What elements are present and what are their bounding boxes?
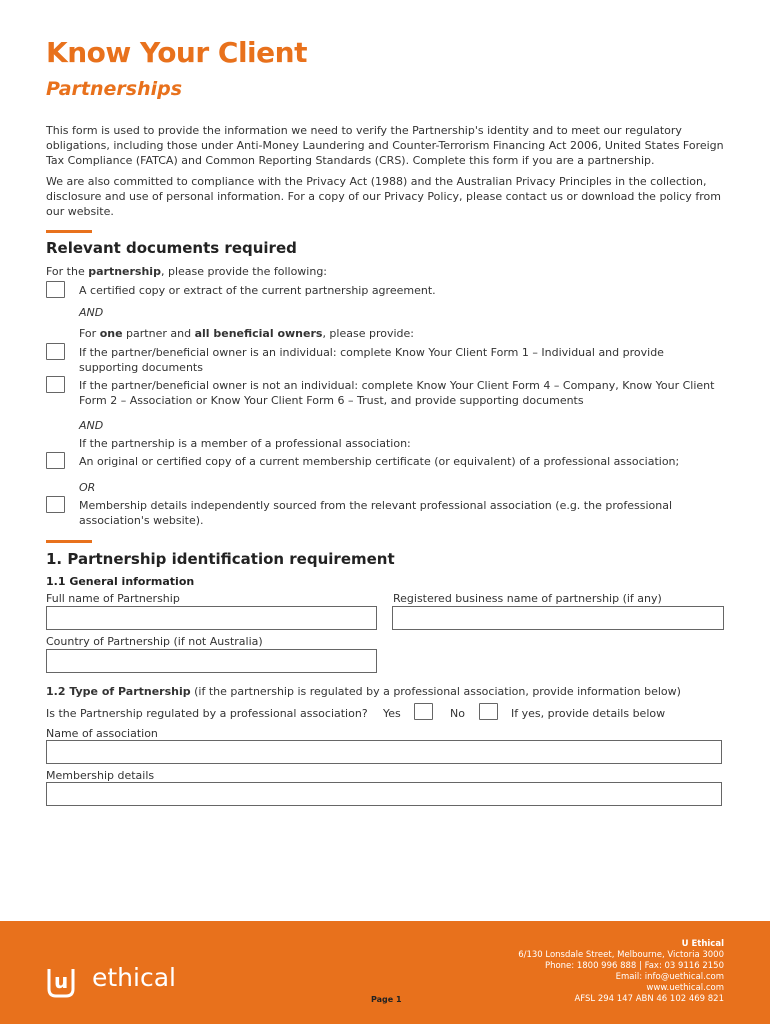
and-label-2: AND [79, 419, 104, 432]
intro-paragraph-1: This form is used to provide the information we need to verify the Partnership's identity and to meet our regulatory obligations, including those under Anti-Money Laundering and Counter-Terrorism Financing Act 2006, United States Foreign Tax Compliance (FATCA) and Common Reporting Standards (CRS). Complete this form if you are a partnership. [46, 124, 724, 167]
checkbox-no[interactable] [479, 703, 498, 720]
country-label: Country of Partnership (if not Australia) [46, 635, 263, 648]
footer-contact [424, 939, 724, 1005]
partner-lead-pre: For [79, 327, 100, 340]
docs-heading: Relevant documents required [46, 239, 297, 257]
intro-paragraph-2: We are also committed to compliance with the Privacy Act (1988) and the Australian Privacy Principles in the collection, disclosure and use of personal information. For a copy of our Privacy Policy, please contact us or download the policy from our website. [46, 175, 721, 218]
doc-item-3: If the partner/beneficial owner is not an individual: complete Know Your Client Form 4 – Company, Know Your Client Form 2 – Association or Know Your Client Form 6 – Trust, and provide supporting documents [79, 379, 715, 407]
footer-email[interactable]: Email: info@uethical.com [615, 972, 724, 982]
checkbox-membership-details[interactable] [46, 496, 65, 513]
checkbox-individual[interactable] [46, 343, 65, 360]
membership-details-input[interactable] [46, 782, 722, 806]
association-lead: If the partnership is a member of a professional association: [79, 437, 411, 450]
checkbox-non-individual[interactable] [46, 376, 65, 393]
footer-afsl: AFSL 294 147 ABN 46 102 469 821 [574, 994, 724, 1004]
subsection-1-2-rest: (if the partnership is regulated by a professional association, provide information below) [190, 685, 681, 698]
partner-lead-post: , please provide: [322, 327, 414, 340]
or-label: OR [79, 481, 96, 494]
partner-lead [79, 326, 414, 341]
docs-lead-pre: For the [46, 265, 89, 278]
page-number: Page 1 [371, 995, 402, 1004]
section-divider [46, 230, 92, 233]
footer-phone: Phone: 1800 996 888 | Fax: 03 9116 2150 [544, 961, 724, 971]
partner-lead-bold-1: one [99, 327, 123, 340]
association-name-input[interactable] [46, 740, 722, 764]
full-name-label: Full name of Partnership [46, 592, 180, 605]
registered-name-input[interactable] [392, 606, 724, 630]
country-input[interactable] [46, 649, 377, 673]
footer [0, 921, 770, 1024]
docs-lead-bold: partnership [88, 265, 161, 278]
subsection-1-2-bold: 1.2 Type of Partnership [46, 685, 191, 698]
if-yes-note: If yes, provide details below [511, 707, 666, 720]
registered-name-label: Registered business name of partnership (if any) [393, 592, 662, 605]
logo-u: u [54, 969, 69, 993]
logo-text: ethical [92, 963, 176, 992]
page-title: Know Your Client [46, 36, 307, 69]
logo-mark [46, 965, 76, 999]
regulated-question: Is the Partnership regulated by a professional association? [46, 707, 368, 720]
checkbox-yes[interactable] [414, 703, 433, 720]
yes-label: Yes [383, 707, 401, 720]
partner-lead-bold-2: all beneficial owners [194, 327, 323, 340]
section1-heading: 1. Partnership identification requirement [46, 550, 395, 568]
association-name-label: Name of association [46, 727, 158, 740]
subsection-1-1: 1.1 General information [46, 575, 195, 588]
doc-item-4: An original or certified copy of a current membership certificate (or equivalent) of a professional association; [79, 455, 680, 468]
and-label-1: AND [79, 306, 104, 319]
checkbox-partnership-agreement[interactable] [46, 281, 65, 298]
full-name-input[interactable] [46, 606, 377, 630]
subsection-1-2 [46, 684, 681, 699]
no-label: No [450, 707, 465, 720]
partner-lead-mid: partner and [122, 327, 195, 340]
membership-details-label: Membership details [46, 769, 155, 782]
docs-lead-post: , please provide the following: [160, 265, 328, 278]
page-subtitle: Partnerships [46, 78, 183, 100]
docs-lead [46, 264, 327, 279]
section-divider-2 [46, 540, 92, 543]
footer-website[interactable]: www.uethical.com [646, 983, 724, 993]
footer-address: 6/130 Lonsdale Street, Melbourne, Victoria 3000 [518, 950, 724, 960]
footer-company: U Ethical [681, 939, 724, 949]
doc-item-1: A certified copy or extract of the current partnership agreement. [79, 284, 436, 297]
doc-item-5: Membership details independently sourced from the relevant professional association (e.g. the professional association's website). [79, 499, 673, 527]
doc-item-2: If the partner/beneficial owner is an individual: complete Know Your Client Form 1 – Individual and provide supporting documents [79, 346, 664, 374]
checkbox-membership-certificate[interactable] [46, 452, 65, 469]
